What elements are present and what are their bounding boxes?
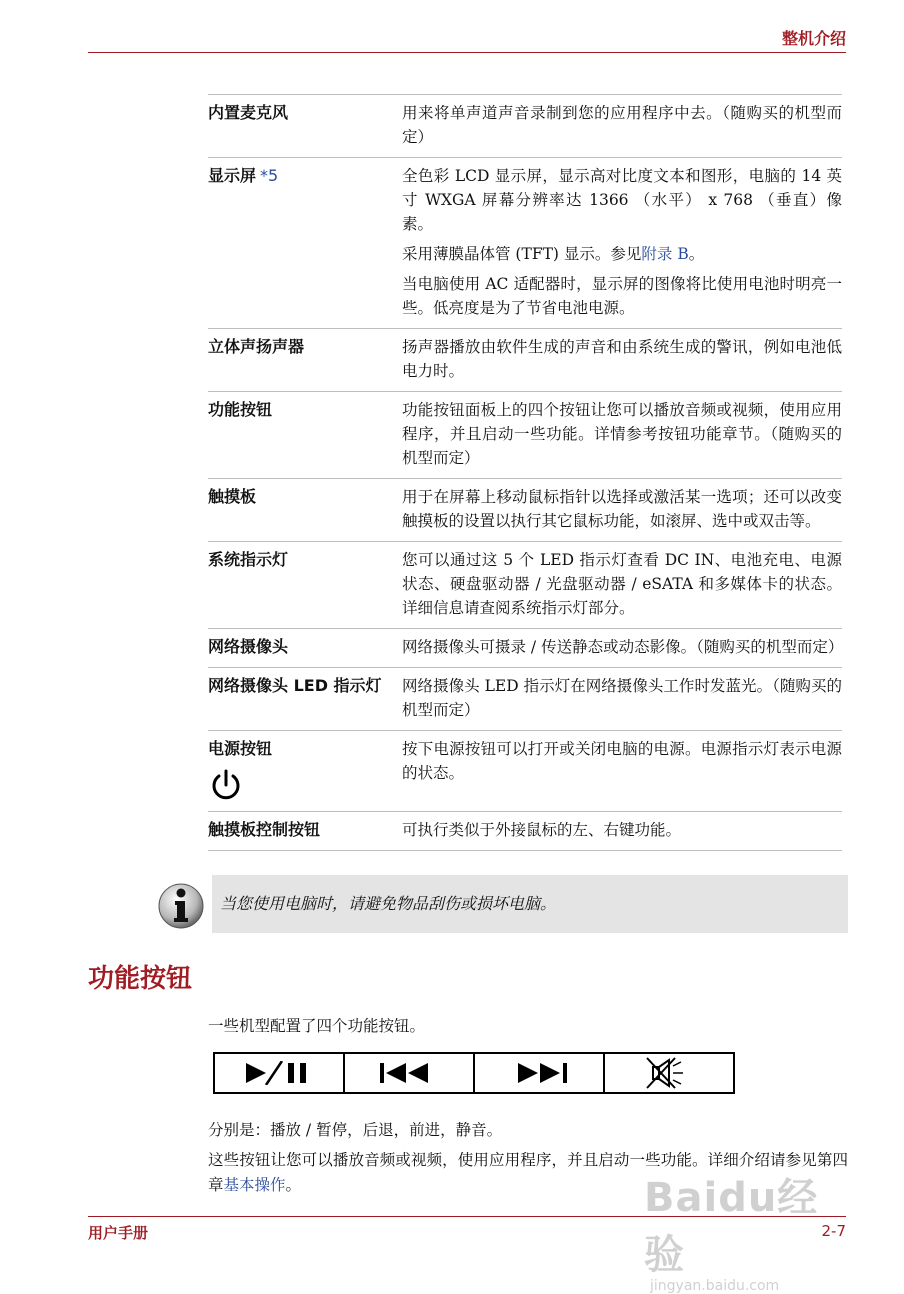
table-row [208,812,842,851]
desc-speakers: 扬声器播放由软件生成的声音和由系统生成的警讯，例如电池低电力时。 [402,329,842,392]
next-icon [508,1061,570,1085]
term-microphone: 内置麦克风 [208,95,402,158]
strip-cell-next [475,1054,605,1092]
term-touchpad-buttons: 触摸板控制按钮 [208,812,402,851]
desc-function-buttons: 功能按钮面板上的四个按钮让您可以播放音频或视频，使用应用程序，并且启动一些功能。详情参考按钮功能章节。（随购买的机型而定） [402,392,842,479]
table-row [208,629,842,668]
running-header-title: 整机介绍 [781,29,846,48]
desc-display: 全色彩 LCD 显示屏，显示高对比度文本和图形，电脑的 14 英寸 WXGA 屏幕分辨率达 1366 （水平） x 768 （垂直）像素。 采用薄膜晶体管 (TFT) 显示。参见附录 B。 当电脑使用 AC 适配器时，显示屏的图像将比使用电池时明亮一些。低亮度是为了节省电池电源。 [402,158,842,329]
footnote-ref-link[interactable]: *5 [260,166,279,185]
strip-cell-mute [605,1054,733,1092]
baidu-watermark [644,1166,844,1294]
watermark-url: jingyan.baidu.com [650,1278,780,1294]
appendix-b-link[interactable]: 附录 B [641,245,689,263]
table-row [208,392,842,479]
note-box [212,875,848,933]
watermark-logo: Baidu经验 [644,1175,819,1278]
footer-manual-title: 用户手册 [88,1224,149,1242]
info-icon [156,880,206,932]
play-pause-icon [244,1061,314,1085]
term-function-buttons: 功能按钮 [208,392,402,479]
desc-touchpad-buttons: 可执行类似于外接鼠标的左、右键功能。 [402,812,842,851]
previous-icon [378,1061,440,1085]
term-webcam: 网络摄像头 [208,629,402,668]
function-button-strip [213,1052,735,1094]
header-rule [88,52,846,53]
power-icon [208,767,244,803]
desc-webcam-led: 网络摄像头 LED 指示灯在网络摄像头工作时发蓝光。（随购买的机型而定） [402,668,842,731]
strip-cell-play-pause [215,1054,345,1092]
button-description-text: 这些按钮让您可以播放音频或视频，使用应用程序，并且启动一些功能。详细介绍请参见第四章基本操作。 [208,1151,848,1194]
table-row [208,731,842,812]
table-row [208,158,842,329]
term-system-indicators: 系统指示灯 [208,542,402,629]
button-list-text: 分别是：播放 / 暂停，后退，前进，静音。 [208,1121,503,1139]
section-heading: 功能按钮 [88,964,193,994]
term-webcam-led: 网络摄像头 LED 指示灯 [208,668,402,731]
mute-icon [641,1056,697,1090]
desc-power-button: 按下电源按钮可以打开或关闭电脑的电源。电源指示灯表示电源的状态。 [402,731,842,812]
note-text: 当您使用电脑时，请避免物品刮伤或损坏电脑。 [220,894,557,913]
desc-system-indicators: 您可以通过这 5 个 LED 指示灯查看 DC IN、电池充电、电源状态、硬盘驱动器 / 光盘驱动器 / eSATA 和多媒体卡的状态。详细信息请查阅系统指示灯部分。 [402,542,842,629]
spec-table [208,94,842,851]
table-row [208,542,842,629]
table-row [208,668,842,731]
page-number: 2-7 [821,1222,846,1240]
term-speakers: 立体声扬声器 [208,329,402,392]
table-row [208,95,842,158]
table-row [208,329,842,392]
strip-cell-previous [345,1054,475,1092]
footer-rule [88,1216,846,1217]
desc-webcam: 网络摄像头可摄录 / 传送静态或动态影像。（随购买的机型而定） [402,629,842,668]
desc-microphone: 用来将单声道声音录制到您的应用程序中去。（随购买的机型而定） [402,95,842,158]
term-power-button: 电源按钮 [208,731,402,812]
term-touchpad: 触摸板 [208,479,402,542]
term-display: 显示屏 *5 [208,158,402,329]
section-intro: 一些机型配置了四个功能按钮。 [208,1017,426,1035]
table-row [208,479,842,542]
basic-operation-link[interactable]: 基本操作 [223,1176,286,1194]
desc-touchpad: 用于在屏幕上移动鼠标指针以选择或激活某一选项；还可以改变触摸板的设置以执行其它鼠标功能，如滚屏、选中或双击等。 [402,479,842,542]
